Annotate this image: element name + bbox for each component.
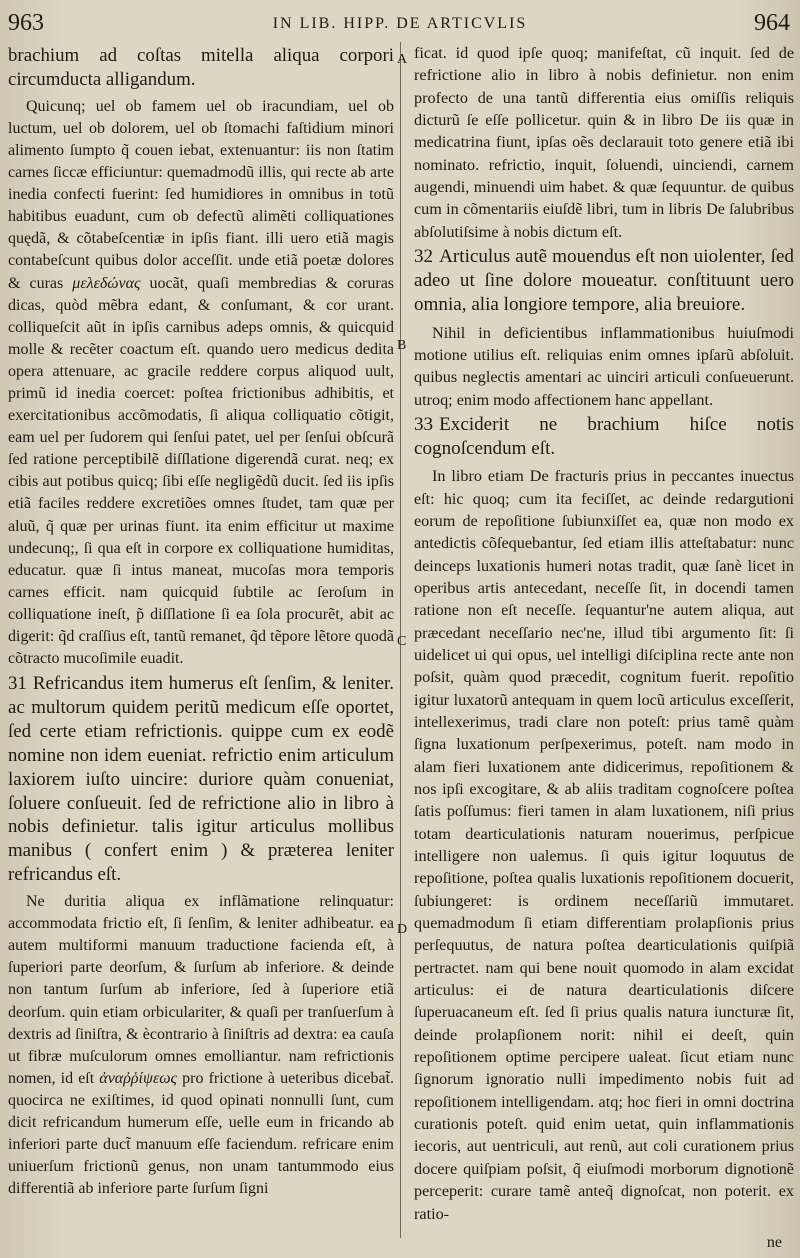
greek-word: μελεδώνας bbox=[72, 274, 141, 292]
lemma-number: 33 bbox=[414, 413, 434, 435]
lemma-31 bbox=[8, 672, 394, 887]
left-column bbox=[8, 42, 394, 1200]
commentary-paragraph: Nihil in deficientibus inflammationibus huiuſmodi motione utilius eſt. reliquias enim omnes ipſarũ abſoluit. quibus neglectis amentari ac uinciri articuli conſueuerunt. utroq; enim modo affectionem hanc appellant. bbox=[414, 323, 794, 409]
paragraph-text: Quicunq; uel ob famem uel ob iracundiam, uel ob luctum, uel ob dolorem, uel ob ſtomachi faſtidium minori alimento ſumpto q̃ couen iebat, extenuantur: iis non ſtatim carnes ſiccæ efficiuntur: quemadmodũ illis, qui recte ab arte inedia confecti fuerint: ſed humidiores in omnibus in totũ habitibus euadunt, cum ob defectũ alimẽti colliquationes quędã, & cõtabeſcentiæ in ipſis fiant. illi uero etiã magis contabeſcunt quibus dolor acceſſit. unde etiã poetæ dolores & curas bbox=[8, 97, 394, 292]
margin-letter-a: A bbox=[397, 52, 408, 67]
commentary-paragraph: In libro etiam De fracturis prius in peccantes inuectus eſt: hic quoq; cum ita feciſſet, ac deinde redargutioni eorum de repoſitione ſubiunxiſſet ea, quæ non modo ex antedictis cõſequebantur, ſed etiam illis atteſtabatur: nunc deinceps luxationis humeri notas tradit, quæ ſanè licet in operibus artis antecedant, neceſſe ſit, in docendi tamen ratione non eſt neceſſe. ſequantur'ne autem aliqua, aut præcedant neceſſario nec'ne, illud tibi argumento ſit: ſi uidelicet ui qui opus, uel intelligi diſciplina recte ante non poſsit, quàm quod præcedit, cognitum fuerit. repoſitio igitur luxatorũ antequam in quem locũ articulus exceſſerit, intellexerimus, tradi clare non poteſt: prius tamẽ quàm ſigna luxationum perſpexerimus, poteſt. nam modo in alam fieri luxationem ante didicerimus, repoſitionem & nos ipſi excogitare, & ab aliis traditam cognoſcere poſtea ſatis poſſumus: fieri tamen in alam luxationem, niſi prius totam dearticulationis naturam nouerimus, perſpicue intelligere non ualemus. ſi quis igitur loquutus de repoſitione, poſtea qualis luxationis repoſitionem docuerit, ſubiungeret: is ordinem neceſſariũ immutaret. quemadmodum ſi etiam differentiam prolapſionis prius perſequutus, de natura poſtea dearticulationis quiſpiã pertractet. nam qui bene nouit quomodo in alam excidat articulus: ei de natura dearticulationis diſcere ſuperuacaneum eſt. ſed ſi prius qualis natura iuncturæ ſit, deinde prolapſionem norit: nihil ei deeſt, quin repoſitionem optime percipere ualeat. ſicut etiam nunc ſignorum ignoratio nulli impedimento nobis fuit ad repoſitionem intelligendam. atq; hoc fieri in omni doctrina curationis poteſt. quid enim uetat, quin inflammationis iecoris, aut uentriculi, aut renũ, aut coli curationem prius docere quiſpiam poſsit, q̃ eiuſmodi morborum dignotionẽ perceperit: curare tamẽ anteq̃ dignoſcat, non poterit. ex ratio- bbox=[414, 467, 794, 1223]
commentary-paragraph bbox=[8, 96, 394, 670]
lemma-text: Refricandus item humerus eſt ſenſim, & leniter. ac multorum quidem peritũ medicum eſſe oportet, ſed certe etiam refrictionis. quippe cum ex eodẽ nomine non idem eueniat. refrictio enim articulum laxiorem iuſto uincire: duriore quàm conueniat, ſoluere conſueuit. ſed de refrictione alio in libro à nobis definietur. talis igitur articulus mollibus manibus ( confert enim ) & præterea leniter refricandus eſt. bbox=[8, 673, 394, 886]
page-number-right: 964 bbox=[754, 10, 790, 36]
margin-letter-b: B bbox=[397, 338, 407, 353]
lemma-text: Exciderit ne brachium hiſce notis cognoſcendum eſt. bbox=[414, 413, 794, 460]
lemma-number: 32 bbox=[414, 246, 434, 268]
lemma-32 bbox=[414, 245, 794, 317]
greek-word: ἀναῤῥίψεως bbox=[99, 1069, 178, 1087]
catchword: ne bbox=[766, 1234, 782, 1251]
running-title: IN LIB. HIPP. DE ARTICVLIS bbox=[272, 15, 528, 32]
paragraph-text: pro frictione à ueteribus dicebat̃. quocirca ne exiſtimes, id quod opinati nonnulli ſunt, cum dicit refricandum humerum eſſe, uelle eum in fricando ab inferiori parte duct̃ manuum eſſe faciendum. refricare enim uniuerſum frictionũ genus, non unam tantummodo eius differentiã ab inferiore parte ſurſum ſigni bbox=[8, 1069, 395, 1198]
lemma-33 bbox=[414, 413, 794, 461]
page-number-left: 963 bbox=[8, 10, 44, 36]
right-column bbox=[414, 42, 794, 1225]
commentary-paragraph bbox=[8, 891, 394, 1200]
lemma-number: 31 bbox=[8, 673, 27, 695]
lemma-text: Articulus autẽ mouendus eſt non uiolenter, ſed adeo ut ſine dolore moueatur. conſtituunt uero omnia, alia longiore tempore, alia breuiore. bbox=[414, 246, 794, 316]
paragraph-text: uocãt, quaſi membredias & coruras dicas, quòd mẽbra edant, & conſumant, & cor urant. colliqueſcit aũt in ipſis carnibus adeps omnis, & quicquid molle & recẽter coactum eſt. quando uero medicus dedita opera attenuare, ac gracile reddere corpus aliquod uult, primũ id inedia coercet: poſtea frictionibus adhibitis, et exercitationibus accõmodatis, ſi aliqua colliquatio cõtigit, eam uel per ſudorem qui ſenſui patet, uel per ſenſui obſcurã ſed ratione perceptibilẽ diſſlatione digerendã curat. neq; ex cibis aut potibus quicq; ſibi eſſe negligẽdũ ducit. ſed iis ipſis etiã faciles reddere excretiões omnes ſtudet, tam quæ per aluũ, q̃ quæ per urinas fiunt. ita enim efficitur ut maxime undecunq;, ſi qua eſt in corpore ex colliquatione humiditas, educatur. quæ ſi intus maneat, mucoſas mora temporis carnes efficit. nam quicquid ſubtile ac ſeroſum in colliquatione ineſt, p̃ diſſlatione ſi ea ſola procurẽt, abit ac digerit: q̃d craſſius eſt, tantũ remanet, q̃d tẽpore lẽtore quodã cõtracto mucoſimile euadit. bbox=[8, 274, 395, 668]
page-header bbox=[0, 10, 800, 36]
paragraph-text: Ne duritia aliqua ex inflãmatione relinquatur: accommodata frictio eſt, ſi ſenſim, & leniter adhibeatur. ea autem multiformi manuum traductione facienda eſt, à ſuperiori parte deorſum, & ſurſum ab inferiore. & deinde non tantum ſurſum ab inferiore, ſed à ſuperiore etiã deorſum. quin etiam orbiculariter, & quaſi per tranſuerſum à dextris ad ſiniſtra, & ècontrario à ſiniſtris ad dextra: ea cauſa ut fibræ muſculorum omnes emolliantur. nam refrictionis nomen, id eſt bbox=[8, 893, 394, 1087]
lemma-continuation: brachium ad coſtas mitella aliqua corpori circumducta alligandum. bbox=[8, 45, 394, 90]
margin-letter-c: C bbox=[397, 634, 407, 649]
commentary-paragraph: ficat. id quod ipſe quoq; manifeſtat, cũ inquit. ſed de refrictione alio in libro à nobis definietur. non enim profecto de una tantũ differentia eius omiſſis reliquis dicturũ ſe eſſe pollicetur. quin & in libro De iis quæ in medicatrina fiunt, ipſas oẽs declarauit toto genere etiã ibi nominato. refrictio, inquit, ſoluendi, uinciendi, carnem augendi, minuendi uim habet. & quæ ſequuntur. de quibus cum in cõmentariis eiuſdẽ libri, tum in libris De ſalubribus abſolutiſsime à nobis dictum eſt. bbox=[414, 44, 794, 241]
margin-letter-d: D bbox=[397, 922, 408, 937]
